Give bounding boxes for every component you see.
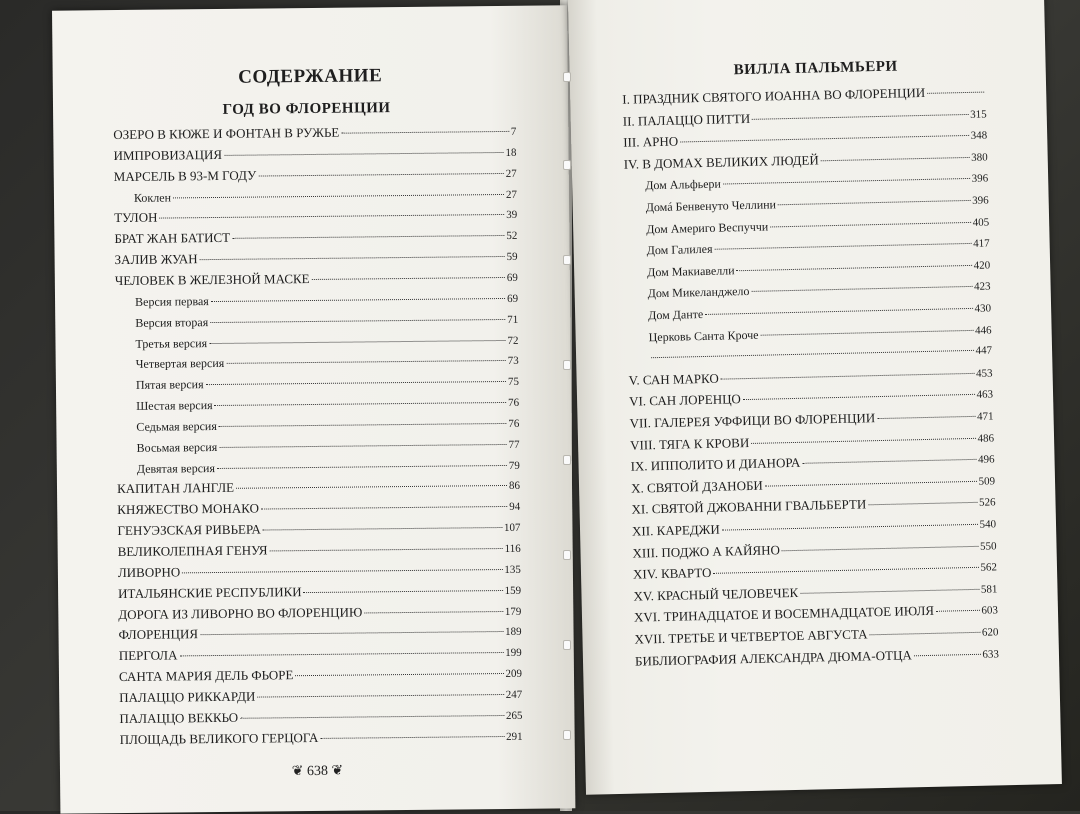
toc-entry-page: 199: [505, 647, 522, 660]
toc-entry-page: 59: [506, 250, 518, 264]
page-number: 638: [306, 763, 329, 780]
dot-leader: [705, 308, 972, 315]
toc-entry-title: Третья версия: [135, 335, 208, 351]
dot-leader: [295, 673, 503, 676]
toc-entry: [137, 436, 520, 457]
toc-entry-title: КАПИТАН ЛАНГЛЕ: [116, 480, 235, 497]
toc-entry-title: ПАЛАЦЦО ВЕККЬО: [119, 709, 239, 726]
toc-entry: [633, 559, 997, 584]
toc-entry-title: III. АРНО: [623, 133, 679, 150]
dot-leader: [751, 286, 972, 292]
toc-entry-page: 159: [504, 584, 522, 597]
toc-entry-title: VII. ГАЛЕРЕЯ УФФИЦИ ВО ФЛОРЕНЦИИ: [629, 410, 876, 431]
toc-entry: [634, 623, 998, 648]
dot-leader: [713, 567, 978, 574]
toc-entry: [114, 227, 517, 248]
toc-entry-page: 430: [974, 302, 992, 315]
toc-entry-page: 39: [506, 209, 518, 222]
dot-leader: [257, 694, 503, 698]
toc-entry-title: II. ПАЛАЦЦО ПИТТИ: [622, 110, 751, 129]
toc-entry-title: Четвертая версия: [135, 356, 225, 372]
dot-leader: [263, 527, 502, 531]
toc-entry-title: Восьмая версия: [136, 439, 218, 455]
toc-entry: [119, 707, 522, 728]
toc-entry-page: 179: [504, 605, 522, 618]
toc-entry-title: ПАЛАЦЦО РИККАРДИ: [119, 688, 256, 705]
left-ornament-icon: ❦: [291, 764, 304, 780]
toc-entry-page: 209: [505, 667, 523, 681]
toc-entry-page: 396: [971, 172, 989, 186]
dot-leader: [200, 256, 505, 260]
right-page: [568, 0, 1062, 795]
dot-leader: [304, 590, 503, 593]
toc-entry: [623, 127, 987, 152]
dot-leader: [715, 243, 972, 250]
toc-entry-title: Домá Бенвенуто Челлини: [645, 197, 777, 215]
dot-leader: [173, 194, 504, 198]
dot-leader: [215, 402, 507, 406]
toc-entry: [114, 206, 517, 227]
dot-leader: [226, 360, 505, 364]
toc-entry: [629, 407, 993, 432]
dot-leader: [320, 736, 504, 739]
toc-entry: [649, 343, 992, 367]
toc-entry: [117, 477, 520, 498]
toc-entry: [118, 561, 521, 582]
toc-entry: [118, 582, 521, 603]
toc-entry-title: ЧЕЛОВЕК В ЖЕЛЕЗНОЙ МАСКЕ: [114, 270, 310, 288]
toc-entry-title: VI. САН ЛОРЕНЦО: [628, 391, 741, 410]
toc-entry: [629, 386, 993, 411]
dot-leader: [751, 437, 975, 443]
toc-entry-title: V. САН МАРКО: [628, 370, 719, 388]
dot-leader: [782, 545, 978, 550]
dot-leader: [206, 381, 506, 385]
toc-entry-title: ПЕРГОЛА: [118, 647, 178, 664]
toc-entry: [136, 415, 519, 436]
toc-entry-title: IV. В ДОМАХ ВЕЛИКИХ ЛЮДЕЙ: [623, 152, 819, 172]
toc-entry-page: 446: [974, 324, 992, 337]
toc-entry-title: Пятая версия: [135, 377, 204, 393]
dot-leader: [179, 652, 503, 656]
toc-entry-title: Коклен: [133, 190, 172, 205]
toc-entry-page: 75: [507, 376, 519, 389]
toc-entry-title: БИБЛИОГРАФИЯ АЛЕКСАНДРА ДЮМА-ОТЦА: [634, 646, 912, 669]
toc-entry-page: 423: [973, 280, 991, 294]
toc-entry-title: Дом Галилея: [646, 241, 713, 258]
toc-entry: [135, 290, 518, 311]
dot-leader: [800, 589, 979, 594]
dot-leader: [341, 131, 508, 134]
toc-entry: [134, 185, 517, 206]
toc-entry-title: ТУЛОН: [114, 209, 158, 226]
toc-entry: [117, 498, 520, 519]
toc-entry: [634, 602, 998, 627]
toc-entry-page: 7: [510, 125, 517, 138]
dot-leader: [312, 277, 505, 280]
dot-leader: [261, 506, 507, 510]
toc-entry-page: 247: [505, 688, 523, 701]
dot-leader: [743, 394, 975, 400]
toc-entry-page: 396: [972, 194, 989, 207]
toc-entry-title: ЗАЛИВ ЖУАН: [114, 251, 198, 268]
toc-entry: [115, 248, 518, 269]
toc-entry: [635, 645, 999, 670]
toc-entry: [648, 299, 991, 324]
toc-entry: [633, 580, 997, 605]
section-title-villa-palmieri: ВИЛЛА ПАЛЬМЬЕРИ: [733, 58, 898, 79]
toc-entry: [624, 148, 988, 173]
toc-entry-title: XII. КАРЕДЖИ: [631, 521, 720, 539]
right-ornament-icon: ❦: [331, 763, 344, 779]
dot-leader: [209, 339, 505, 343]
toc-entry: [630, 429, 994, 454]
toc-entry: [119, 644, 522, 665]
toc-entry-page: 52: [506, 230, 518, 243]
dot-leader: [364, 611, 503, 613]
toc-entry-page: 447: [975, 344, 993, 358]
toc-entry-title: XVII. ТРЕТЬЕ И ЧЕТВЕРТОЕ АВГУСТА: [634, 626, 868, 647]
toc-entry-title: ЛИВОРНО: [117, 564, 181, 580]
toc-entry-title: ОЗЕРО В КЮЖЕ И ФОНТАН В РУЖЬЕ: [113, 124, 340, 143]
toc-entry: [632, 537, 996, 562]
dot-leader: [870, 632, 980, 636]
toc-entry-title: БРАТ ЖАН БАТИСТ: [114, 230, 231, 247]
dot-leader: [877, 416, 975, 419]
toc-entry: [648, 278, 991, 303]
toc-entry: [631, 472, 995, 497]
dot-leader: [236, 485, 507, 489]
left-page: [52, 5, 575, 813]
dot-leader: [211, 298, 505, 302]
dot-leader: [270, 548, 503, 551]
toc-entry-title: X. СВЯТОЙ ДЗАНОБИ: [630, 477, 764, 496]
toc-entry-page: 18: [505, 146, 517, 159]
dot-leader: [723, 178, 970, 185]
toc-entry-title: XIV. КВАРТО: [632, 565, 712, 582]
dot-leader: [240, 715, 504, 719]
toc-entry: [113, 144, 516, 165]
toc-entry: [115, 269, 518, 290]
toc-entry-page: 562: [980, 561, 998, 574]
toc-entry-title: КНЯЖЕСТВО МОНАКО: [117, 500, 260, 518]
toc-entry: [631, 494, 995, 519]
toc-entry: [118, 623, 521, 644]
binding-stitch: [563, 255, 571, 265]
dot-leader: [210, 319, 505, 323]
toc-entry-page: 107: [503, 521, 521, 535]
dot-leader: [159, 214, 504, 219]
toc-entry-title: ВЕЛИКОЛЕПНАЯ ГЕНУЯ: [117, 542, 268, 560]
toc-entry-page: 69: [506, 271, 518, 284]
toc-entry-page: 509: [978, 475, 996, 488]
toc-entry-title: Шестая версия: [136, 398, 213, 413]
toc-entry-page: 420: [973, 259, 991, 272]
toc-entry-title: VIII. ТЯГА К КРОВИ: [629, 434, 750, 453]
toc-entry-page: 77: [508, 438, 520, 451]
toc-entry: [137, 456, 520, 477]
toc-entry-page: 463: [976, 388, 994, 402]
dot-leader: [927, 92, 984, 94]
toc-entry-page: 405: [972, 216, 990, 229]
dot-leader: [765, 481, 977, 487]
dot-leader: [680, 135, 969, 143]
page-footer: [60, 760, 575, 782]
toc-entry-page: 291: [506, 730, 523, 743]
binding-stitch: [563, 72, 571, 82]
toc-entry-title: Дом Макиавелли: [647, 263, 735, 280]
toc-entry-page: 73: [507, 355, 519, 368]
dot-leader: [219, 423, 507, 427]
binding-stitch: [563, 455, 571, 465]
dot-leader: [868, 502, 977, 505]
toc-entry-page: 496: [977, 453, 995, 467]
toc-entry-page: 603: [981, 604, 999, 618]
toc-entry: [623, 105, 987, 130]
toc-entry-page: 27: [505, 167, 517, 180]
dot-leader: [232, 235, 504, 239]
toc-entry: [119, 686, 522, 707]
dot-leader: [914, 653, 981, 656]
toc-entry-page: 620: [981, 626, 999, 639]
toc-entry-title: ГЕНУЭЗСКАЯ РИВЬЕРА: [117, 521, 261, 539]
toc-entry-page: 86: [508, 480, 521, 493]
toc-entry: [135, 331, 518, 352]
dot-leader: [778, 200, 970, 205]
binding-stitch: [563, 640, 571, 650]
toc-entry-title: Церковь Санта Кроче: [648, 327, 759, 344]
toc-entry-title: ИТАЛЬЯНСКИЕ РЕСПУБЛИКИ: [118, 583, 302, 601]
toc-entry: [622, 84, 986, 108]
toc-entry-title: МАРСЕЛЬ В 93-М ГОДУ: [113, 167, 257, 184]
dot-leader: [219, 444, 506, 448]
toc-entry: [114, 165, 517, 186]
dot-leader: [182, 569, 502, 573]
toc-entry-title: САНТА МАРИЯ ДЕЛЬ ФЬОРЕ: [118, 667, 294, 685]
toc-entry-page: 315: [970, 108, 987, 121]
toc-entry-page: 633: [982, 647, 1000, 661]
toc-entry: [119, 665, 522, 686]
toc-entry-page: 189: [504, 626, 522, 639]
toc-entry-page: 526: [978, 496, 996, 510]
toc-entry: [120, 727, 523, 748]
dot-leader: [200, 631, 503, 635]
toc-entry: [117, 519, 520, 540]
toc-entry-page: 348: [970, 129, 988, 143]
toc-entry: [646, 192, 989, 217]
toc-entry: [645, 170, 988, 195]
dot-leader: [258, 173, 503, 177]
toc-entry-page: 72: [507, 334, 519, 347]
toc-entry-title: XI. СВЯТОЙ ДЖОВАННИ ГВАЛЬБЕРТИ: [631, 496, 867, 518]
dot-leader: [721, 373, 974, 380]
binding-stitch: [563, 730, 571, 740]
toc-entry: [136, 352, 519, 373]
toc-entry-title: XIII. ПОДЖО А КАЙЯНО: [632, 541, 781, 561]
toc-entry: [646, 213, 989, 238]
toc-entry-page: 471: [976, 410, 994, 423]
dot-leader: [217, 465, 507, 469]
toc-entry-title: ИМПРОВИЗАЦИЯ: [113, 146, 223, 163]
toc-entry-title: Дом Альфьери: [645, 176, 722, 193]
dot-leader: [651, 350, 973, 358]
toc-entry-page: 265: [505, 709, 523, 722]
dot-leader: [802, 459, 976, 464]
toc-entry-page: 453: [975, 367, 993, 380]
toc-entry: [135, 310, 518, 331]
dot-leader: [752, 114, 968, 120]
section-title-year-in-florence: ГОД ВО ФЛОРЕНЦИИ: [222, 100, 391, 118]
dot-leader: [224, 152, 503, 156]
toc-entry-page: 79: [508, 459, 520, 472]
toc-entry-page: 116: [504, 542, 521, 555]
toc-entry: [118, 602, 521, 623]
toc-entry-page: 71: [507, 313, 519, 326]
toc-entry-page: 94: [509, 501, 521, 514]
toc-entry: [628, 364, 992, 389]
toc-entry-title: I. ПРАЗДНИК СВЯТОГО ИОАННА ВО ФЛОРЕНЦИИ: [622, 84, 926, 107]
toc-entry-page: 380: [971, 151, 988, 164]
toc-entry: [118, 540, 521, 561]
dot-leader: [761, 329, 974, 335]
toc-entry-page: 581: [980, 583, 998, 596]
binding-stitch: [563, 550, 571, 560]
toc-entry-page: 135: [504, 563, 521, 576]
toc-entry: [113, 123, 516, 144]
binding-stitch: [563, 160, 571, 170]
dot-leader: [936, 610, 979, 612]
toc-entry-page: 76: [508, 396, 520, 409]
toc-entry-title: XV. КРАСНЫЙ ЧЕЛОВЕЧЕК: [633, 584, 799, 604]
toc-entry-page: 76: [508, 417, 520, 430]
toc-entry: [647, 235, 990, 260]
toc-entry-title: Девятая версия: [136, 460, 216, 476]
contents-title: СОДЕРЖАНИЕ: [238, 65, 383, 88]
dot-leader: [821, 157, 969, 161]
toc-entry: [136, 394, 519, 415]
toc-entry-page: 540: [979, 518, 997, 531]
toc-entry-page: 550: [979, 540, 997, 553]
toc-entry-page: 417: [973, 237, 990, 251]
toc-entry: [648, 321, 991, 346]
toc-entry-title: Версия вторая: [135, 314, 209, 330]
binding-stitch: [563, 360, 571, 370]
toc-entry-page: 69: [506, 292, 519, 305]
toc-entry-title: Седьмая версия: [136, 418, 217, 434]
toc-entry-title: ПЛОЩАДЬ ВЕЛИКОГО ГЕРЦОГА: [119, 729, 319, 747]
toc-entry: [136, 373, 519, 394]
toc-entry-title: ДОРОГА ИЗ ЛИВОРНО ВО ФЛОРЕНЦИЮ: [118, 604, 363, 622]
toc-entry-title: Дом Америго Веспуччи: [646, 219, 769, 236]
toc-entry-title: Версия первая: [134, 293, 209, 309]
toc-entry-page: 27: [505, 188, 518, 201]
toc-entry-title: ФЛОРЕНЦИЯ: [118, 626, 199, 643]
toc-entry-title: Дом Данте: [648, 307, 704, 323]
toc-entry-title: Дом Микеланджело: [647, 284, 750, 301]
dot-leader: [770, 222, 970, 228]
toc-entry: [647, 256, 990, 281]
toc-entry: [632, 515, 996, 540]
toc-entry-title: XVI. ТРИНАДЦАТОЕ И ВОСЕМНАДЦАТОЕ ИЮЛЯ: [633, 603, 935, 626]
toc-entry-page: 486: [977, 432, 995, 445]
toc-entry: [630, 451, 994, 476]
dot-leader: [722, 524, 978, 531]
toc-entry-title: IX. ИППОЛИТО И ДИАНОРА: [630, 455, 801, 474]
dot-leader: [737, 265, 972, 271]
